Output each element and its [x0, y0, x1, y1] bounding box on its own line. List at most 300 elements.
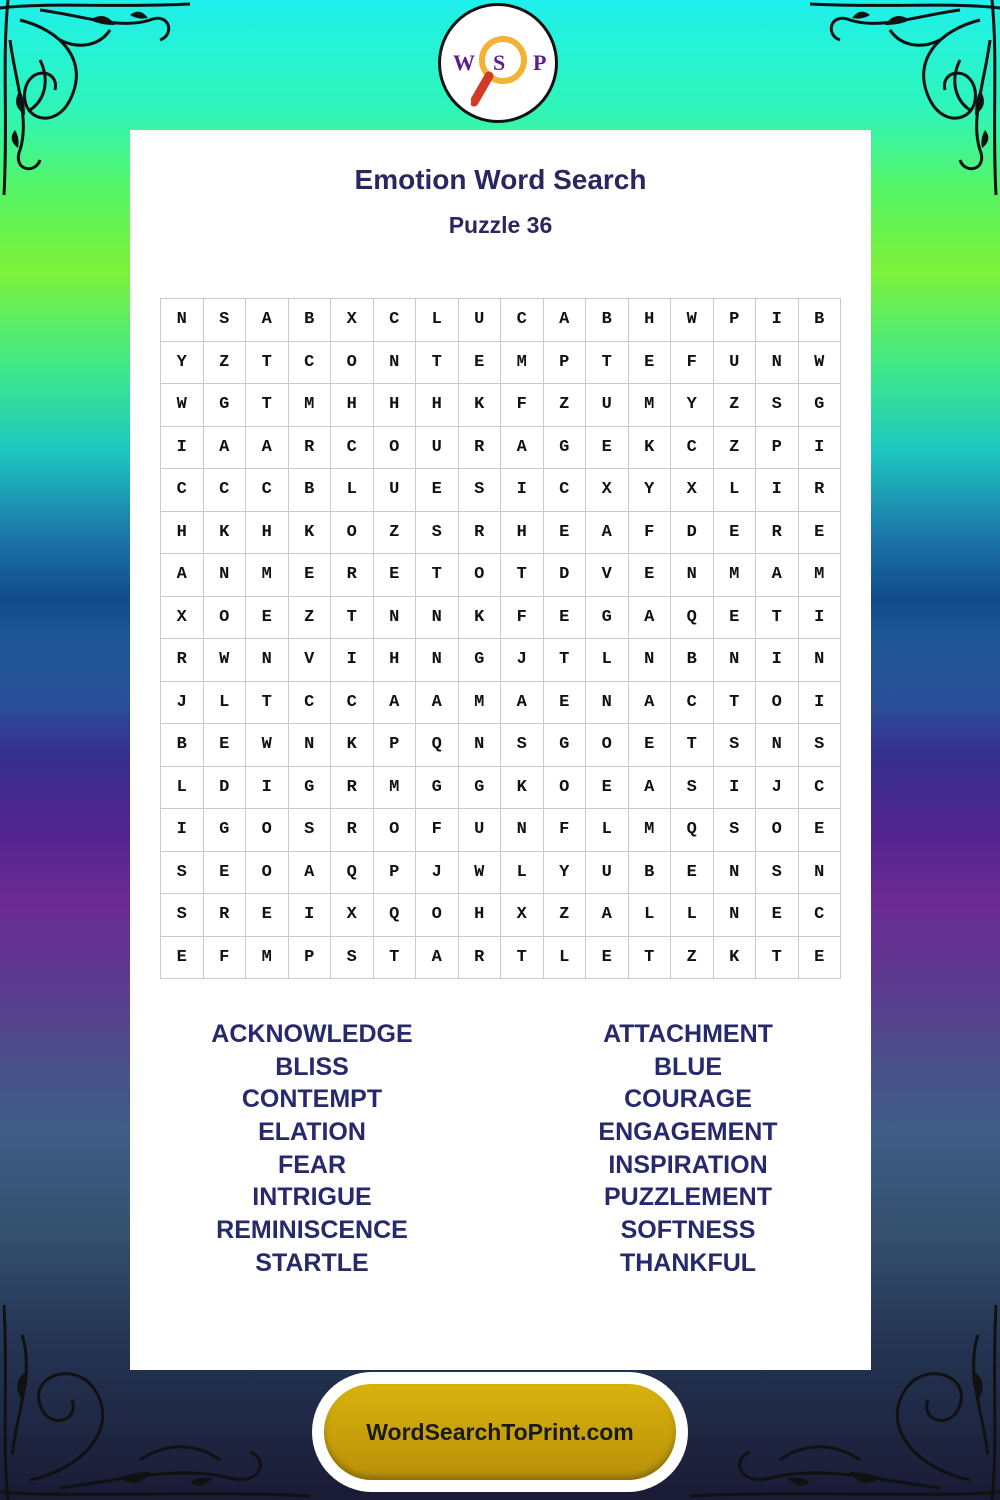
grid-cell[interactable]: G	[543, 426, 586, 469]
grid-cell[interactable]: A	[628, 596, 671, 639]
grid-cell[interactable]: N	[756, 724, 799, 767]
grid-cell[interactable]: Y	[161, 341, 204, 384]
grid-cell[interactable]: G	[586, 596, 629, 639]
grid-cell[interactable]: K	[203, 511, 246, 554]
grid-cell[interactable]: P	[373, 724, 416, 767]
grid-cell[interactable]: Y	[628, 469, 671, 512]
grid-cell[interactable]: N	[713, 639, 756, 682]
grid-cell[interactable]: A	[628, 681, 671, 724]
grid-cell[interactable]: I	[246, 766, 289, 809]
grid-cell[interactable]: G	[288, 766, 331, 809]
grid-cell[interactable]: S	[756, 851, 799, 894]
grid-cell[interactable]: S	[288, 809, 331, 852]
grid-cell[interactable]: L	[501, 851, 544, 894]
grid-cell[interactable]: N	[416, 639, 459, 682]
grid-cell[interactable]: X	[331, 894, 374, 937]
grid-cell[interactable]: E	[713, 511, 756, 554]
grid-cell[interactable]: Z	[543, 894, 586, 937]
grid-cell[interactable]: N	[416, 596, 459, 639]
word-list-item: INSPIRATION	[608, 1150, 768, 1179]
grid-cell[interactable]: A	[161, 554, 204, 597]
grid-cell[interactable]: F	[628, 511, 671, 554]
grid-cell[interactable]: K	[331, 724, 374, 767]
word-list-item: PUZZLEMENT	[603, 1183, 773, 1212]
grid-cell[interactable]: X	[586, 469, 629, 512]
grid-cell[interactable]: R	[331, 554, 374, 597]
grid-row	[161, 596, 841, 639]
grid-cell[interactable]: L	[628, 894, 671, 937]
grid-cell[interactable]: Z	[671, 936, 714, 979]
word-list-item: BLUE	[653, 1052, 723, 1081]
grid-cell[interactable]: N	[713, 851, 756, 894]
grid-cell[interactable]: N	[373, 341, 416, 384]
grid-cell[interactable]: B	[671, 639, 714, 682]
grid-cell[interactable]: E	[586, 936, 629, 979]
word-list-item: FEAR	[277, 1150, 347, 1179]
grid-cell[interactable]: C	[203, 469, 246, 512]
grid-cell[interactable]: O	[586, 724, 629, 767]
grid-cell[interactable]: K	[458, 384, 501, 427]
grid-cell[interactable]: A	[246, 299, 289, 342]
grid-cell[interactable]: E	[798, 809, 841, 852]
grid-cell[interactable]: J	[161, 681, 204, 724]
grid-cell[interactable]: B	[288, 299, 331, 342]
grid-cell[interactable]: O	[756, 681, 799, 724]
grid-cell[interactable]: P	[373, 851, 416, 894]
grid-row	[161, 681, 841, 724]
grid-cell[interactable]: K	[288, 511, 331, 554]
grid-cell[interactable]: S	[161, 894, 204, 937]
grid-cell[interactable]: N	[373, 596, 416, 639]
grid-cell[interactable]: U	[586, 851, 629, 894]
logo-letter-p: P	[533, 50, 547, 75]
grid-cell[interactable]: B	[798, 299, 841, 342]
grid-cell[interactable]: B	[586, 299, 629, 342]
grid-cell[interactable]: O	[331, 341, 374, 384]
grid-cell[interactable]: E	[203, 724, 246, 767]
grid-cell[interactable]: F	[501, 596, 544, 639]
grid-cell[interactable]: O	[373, 426, 416, 469]
grid-cell[interactable]: V	[288, 639, 331, 682]
grid-cell[interactable]: Z	[543, 384, 586, 427]
grid-cell[interactable]: A	[416, 681, 459, 724]
grid-cell[interactable]: X	[161, 596, 204, 639]
grid-cell[interactable]: R	[798, 469, 841, 512]
grid-cell[interactable]: O	[373, 809, 416, 852]
grid-cell[interactable]: U	[458, 809, 501, 852]
grid-cell[interactable]: M	[628, 384, 671, 427]
grid-cell[interactable]: P	[543, 341, 586, 384]
word-list-item: ENGAGEMENT	[598, 1118, 778, 1147]
logo-letter-w: W	[453, 50, 475, 75]
grid-cell[interactable]: E	[628, 724, 671, 767]
grid-cell[interactable]: A	[373, 681, 416, 724]
grid-cell[interactable]: K	[501, 766, 544, 809]
grid-cell[interactable]: E	[543, 681, 586, 724]
grid-cell[interactable]: E	[798, 936, 841, 979]
grid-cell[interactable]: H	[628, 299, 671, 342]
letter-grid	[160, 298, 841, 979]
grid-cell[interactable]: E	[586, 426, 629, 469]
grid-cell[interactable]: E	[246, 894, 289, 937]
grid-cell[interactable]: H	[331, 384, 374, 427]
grid-cell[interactable]: C	[288, 681, 331, 724]
grid-cell[interactable]: F	[416, 809, 459, 852]
grid-cell[interactable]: M	[501, 341, 544, 384]
grid-cell[interactable]: C	[501, 299, 544, 342]
word-list-item: COURAGE	[624, 1085, 752, 1114]
grid-cell[interactable]: S	[756, 384, 799, 427]
grid-cell[interactable]: N	[756, 341, 799, 384]
grid-cell[interactable]: N	[501, 809, 544, 852]
grid-cell[interactable]: P	[288, 936, 331, 979]
grid-cell[interactable]: U	[458, 299, 501, 342]
grid-cell[interactable]: T	[543, 639, 586, 682]
grid-cell[interactable]: I	[331, 639, 374, 682]
grid-cell[interactable]: Q	[416, 724, 459, 767]
grid-cell[interactable]: L	[671, 894, 714, 937]
grid-cell[interactable]: B	[628, 851, 671, 894]
grid-cell[interactable]: D	[543, 554, 586, 597]
grid-cell[interactable]: S	[671, 766, 714, 809]
grid-cell[interactable]: C	[161, 469, 204, 512]
grid-cell[interactable]: O	[543, 766, 586, 809]
grid-cell[interactable]: G	[458, 766, 501, 809]
grid-cell[interactable]: E	[203, 851, 246, 894]
grid-cell[interactable]: S	[713, 809, 756, 852]
grid-cell[interactable]: A	[203, 426, 246, 469]
grid-cell[interactable]: N	[288, 724, 331, 767]
grid-cell[interactable]: C	[288, 341, 331, 384]
grid-cell[interactable]: C	[373, 299, 416, 342]
grid-cell[interactable]: E	[671, 851, 714, 894]
grid-cell[interactable]: U	[586, 384, 629, 427]
grid-cell[interactable]: M	[373, 766, 416, 809]
page-title: Emotion Word Search	[354, 164, 647, 195]
grid-row	[161, 469, 841, 512]
grid-cell[interactable]: Z	[288, 596, 331, 639]
word-list-item: REMINISCENCE	[216, 1216, 408, 1245]
grid-cell[interactable]: A	[628, 766, 671, 809]
grid-cell[interactable]: T	[246, 341, 289, 384]
grid-cell[interactable]: C	[246, 469, 289, 512]
logo-letter-s: S	[493, 50, 506, 75]
grid-cell[interactable]: R	[331, 809, 374, 852]
grid-cell[interactable]: S	[798, 724, 841, 767]
grid-cell[interactable]: H	[246, 511, 289, 554]
grid-cell[interactable]: I	[288, 894, 331, 937]
grid-cell[interactable]: M	[713, 554, 756, 597]
grid-cell[interactable]: A	[586, 511, 629, 554]
grid-cell[interactable]: A	[501, 681, 544, 724]
grid-cell[interactable]: P	[756, 426, 799, 469]
grid-cell[interactable]: N	[586, 681, 629, 724]
grid-cell[interactable]: G	[458, 639, 501, 682]
grid-cell[interactable]: I	[756, 299, 799, 342]
grid-cell[interactable]: K	[628, 426, 671, 469]
grid-cell[interactable]: I	[798, 681, 841, 724]
grid-cell[interactable]: S	[416, 511, 459, 554]
grid-cell[interactable]: Y	[671, 384, 714, 427]
grid-cell[interactable]: G	[543, 724, 586, 767]
grid-cell[interactable]: T	[246, 384, 289, 427]
word-list-right	[538, 1018, 838, 1280]
grid-cell[interactable]: T	[246, 681, 289, 724]
grid-row	[161, 341, 841, 384]
word-list-item: BLISS	[275, 1052, 349, 1081]
grid-cell[interactable]: W	[246, 724, 289, 767]
grid-row	[161, 851, 841, 894]
magnifier-icon	[471, 30, 541, 115]
grid-cell[interactable]: Z	[203, 341, 246, 384]
grid-cell[interactable]: Q	[331, 851, 374, 894]
grid-cell[interactable]: N	[458, 724, 501, 767]
grid-cell[interactable]: E	[543, 596, 586, 639]
grid-cell[interactable]: O	[756, 809, 799, 852]
grid-cell[interactable]: E	[416, 469, 459, 512]
grid-cell[interactable]: E	[458, 341, 501, 384]
grid-cell[interactable]: T	[501, 554, 544, 597]
grid-cell[interactable]: S	[161, 851, 204, 894]
grid-cell[interactable]: L	[586, 809, 629, 852]
grid-cell[interactable]: S	[458, 469, 501, 512]
grid-cell[interactable]: I	[798, 426, 841, 469]
grid-cell[interactable]: C	[331, 426, 374, 469]
grid-cell[interactable]: I	[501, 469, 544, 512]
grid-cell[interactable]: T	[373, 936, 416, 979]
grid-cell[interactable]: C	[798, 766, 841, 809]
grid-cell[interactable]: E	[373, 554, 416, 597]
grid-cell[interactable]: H	[416, 384, 459, 427]
grid-cell[interactable]: R	[288, 426, 331, 469]
grid-cell[interactable]: A	[246, 426, 289, 469]
grid-cell[interactable]: Z	[713, 426, 756, 469]
site-logo[interactable]	[438, 3, 558, 123]
puzzle-number: Puzzle 36	[448, 212, 553, 238]
word-list-item: THANKFUL	[619, 1248, 757, 1277]
grid-cell[interactable]: L	[713, 469, 756, 512]
grid-cell[interactable]: T	[331, 596, 374, 639]
word-list-left	[162, 1018, 462, 1280]
grid-cell[interactable]: I	[713, 766, 756, 809]
grid-cell[interactable]: L	[416, 299, 459, 342]
grid-cell[interactable]: L	[331, 469, 374, 512]
grid-cell[interactable]: T	[416, 554, 459, 597]
grid-cell[interactable]: R	[756, 511, 799, 554]
word-list-item: INTRIGUE	[252, 1183, 372, 1212]
grid-cell[interactable]: S	[713, 724, 756, 767]
grid-cell[interactable]: T	[671, 724, 714, 767]
grid-cell[interactable]: N	[246, 639, 289, 682]
grid-cell[interactable]: K	[458, 596, 501, 639]
grid-cell[interactable]: A	[288, 851, 331, 894]
grid-cell[interactable]: F	[203, 936, 246, 979]
grid-cell[interactable]: E	[543, 511, 586, 554]
grid-cell[interactable]: M	[288, 384, 331, 427]
grid-cell[interactable]: A	[416, 936, 459, 979]
grid-cell[interactable]: N	[628, 639, 671, 682]
grid-cell[interactable]: U	[416, 426, 459, 469]
grid-cell[interactable]: B	[288, 469, 331, 512]
grid-cell[interactable]: A	[501, 426, 544, 469]
grid-row	[161, 894, 841, 937]
grid-cell[interactable]: N	[713, 894, 756, 937]
grid-cell[interactable]: G	[203, 809, 246, 852]
word-list-item: STARTLE	[255, 1248, 369, 1277]
grid-row	[161, 936, 841, 979]
grid-row	[161, 511, 841, 554]
grid-row	[161, 384, 841, 427]
grid-cell[interactable]: B	[161, 724, 204, 767]
grid-cell[interactable]: U	[713, 341, 756, 384]
grid-cell[interactable]: C	[671, 426, 714, 469]
grid-cell[interactable]: E	[756, 894, 799, 937]
website-link-label: WordSearchToPrint.com	[366, 1418, 634, 1445]
grid-cell[interactable]: M	[628, 809, 671, 852]
grid-row	[161, 724, 841, 767]
grid-cell[interactable]: Z	[713, 384, 756, 427]
grid-cell[interactable]: G	[798, 384, 841, 427]
grid-cell[interactable]: E	[288, 554, 331, 597]
grid-cell[interactable]: H	[373, 639, 416, 682]
grid-cell[interactable]: P	[713, 299, 756, 342]
grid-cell[interactable]: F	[543, 809, 586, 852]
grid-cell[interactable]: D	[671, 511, 714, 554]
grid-row	[161, 766, 841, 809]
grid-cell[interactable]: A	[543, 299, 586, 342]
grid-cell[interactable]: C	[543, 469, 586, 512]
word-list-item: ATTACHMENT	[603, 1020, 773, 1048]
grid-cell[interactable]: N	[798, 639, 841, 682]
grid-cell[interactable]: O	[246, 851, 289, 894]
grid-cell[interactable]: O	[416, 894, 459, 937]
grid-cell[interactable]: Y	[543, 851, 586, 894]
grid-cell[interactable]: E	[246, 596, 289, 639]
grid-cell[interactable]: C	[331, 681, 374, 724]
grid-cell[interactable]: S	[501, 724, 544, 767]
grid-cell[interactable]: O	[246, 809, 289, 852]
grid-cell[interactable]: T	[628, 936, 671, 979]
grid-cell[interactable]: X	[331, 299, 374, 342]
grid-cell[interactable]: O	[331, 511, 374, 554]
grid-cell[interactable]: T	[756, 936, 799, 979]
word-list-item: ELATION	[258, 1118, 366, 1147]
grid-cell[interactable]: X	[671, 469, 714, 512]
grid-cell[interactable]: R	[161, 639, 204, 682]
grid-cell[interactable]: L	[543, 936, 586, 979]
word-list-item: SOFTNESS	[620, 1216, 756, 1245]
grid-cell[interactable]: N	[671, 554, 714, 597]
grid-cell[interactable]: R	[203, 894, 246, 937]
grid-cell[interactable]: C	[671, 681, 714, 724]
grid-cell[interactable]: W	[458, 851, 501, 894]
grid-cell[interactable]: I	[756, 639, 799, 682]
grid-cell[interactable]: L	[203, 681, 246, 724]
grid-cell[interactable]: W	[798, 341, 841, 384]
grid-cell[interactable]: E	[628, 554, 671, 597]
grid-cell[interactable]: S	[203, 299, 246, 342]
grid-cell[interactable]: V	[586, 554, 629, 597]
grid-cell[interactable]: N	[203, 554, 246, 597]
grid-cell[interactable]: R	[331, 766, 374, 809]
grid-cell[interactable]: I	[161, 809, 204, 852]
grid-cell[interactable]: T	[713, 681, 756, 724]
grid-cell[interactable]: K	[713, 936, 756, 979]
grid-cell[interactable]: L	[161, 766, 204, 809]
grid-cell[interactable]: Q	[671, 596, 714, 639]
grid-row	[161, 299, 841, 342]
grid-cell[interactable]: Q	[373, 894, 416, 937]
grid-cell[interactable]: N	[161, 299, 204, 342]
grid-cell[interactable]: L	[586, 639, 629, 682]
grid-cell[interactable]: A	[756, 554, 799, 597]
grid-cell[interactable]: O	[458, 554, 501, 597]
grid-cell[interactable]: T	[416, 341, 459, 384]
grid-cell[interactable]: X	[501, 894, 544, 937]
website-link-button[interactable]	[324, 1384, 676, 1480]
grid-cell[interactable]: G	[203, 384, 246, 427]
grid-cell[interactable]: R	[458, 936, 501, 979]
grid-cell[interactable]: I	[756, 469, 799, 512]
grid-cell[interactable]: E	[798, 511, 841, 554]
grid-cell[interactable]: H	[373, 384, 416, 427]
grid-cell[interactable]: O	[203, 596, 246, 639]
grid-cell[interactable]: Q	[671, 809, 714, 852]
grid-cell[interactable]: J	[416, 851, 459, 894]
grid-cell[interactable]: T	[586, 341, 629, 384]
grid-cell[interactable]: W	[161, 384, 204, 427]
grid-cell[interactable]: D	[203, 766, 246, 809]
grid-cell[interactable]: A	[586, 894, 629, 937]
grid-cell[interactable]: G	[416, 766, 459, 809]
grid-cell[interactable]: M	[458, 681, 501, 724]
puzzle-card	[130, 130, 871, 1370]
grid-row	[161, 639, 841, 682]
grid-cell[interactable]: T	[501, 936, 544, 979]
grid-cell[interactable]: J	[756, 766, 799, 809]
grid-cell[interactable]: C	[798, 894, 841, 937]
grid-cell[interactable]: T	[756, 596, 799, 639]
grid-cell[interactable]: S	[331, 936, 374, 979]
grid-cell[interactable]: J	[501, 639, 544, 682]
grid-cell[interactable]: M	[246, 554, 289, 597]
grid-cell[interactable]: M	[246, 936, 289, 979]
grid-row	[161, 809, 841, 852]
grid-row	[161, 426, 841, 469]
grid-cell[interactable]: W	[671, 299, 714, 342]
grid-cell[interactable]: E	[628, 341, 671, 384]
grid-cell[interactable]: N	[798, 851, 841, 894]
grid-cell[interactable]: R	[458, 511, 501, 554]
grid-cell[interactable]: H	[458, 894, 501, 937]
grid-cell[interactable]: M	[798, 554, 841, 597]
grid-cell[interactable]: Z	[373, 511, 416, 554]
grid-cell[interactable]: E	[161, 936, 204, 979]
grid-cell[interactable]: H	[161, 511, 204, 554]
grid-cell[interactable]: W	[203, 639, 246, 682]
grid-cell[interactable]: U	[373, 469, 416, 512]
grid-cell[interactable]: E	[713, 596, 756, 639]
grid-cell[interactable]: E	[586, 766, 629, 809]
grid-cell[interactable]: F	[671, 341, 714, 384]
word-list-item: CONTEMPT	[241, 1085, 383, 1114]
grid-cell[interactable]: I	[161, 426, 204, 469]
grid-cell[interactable]: I	[798, 596, 841, 639]
grid-cell[interactable]: F	[501, 384, 544, 427]
grid-row	[161, 554, 841, 597]
grid-cell[interactable]: R	[458, 426, 501, 469]
grid-cell[interactable]: H	[501, 511, 544, 554]
